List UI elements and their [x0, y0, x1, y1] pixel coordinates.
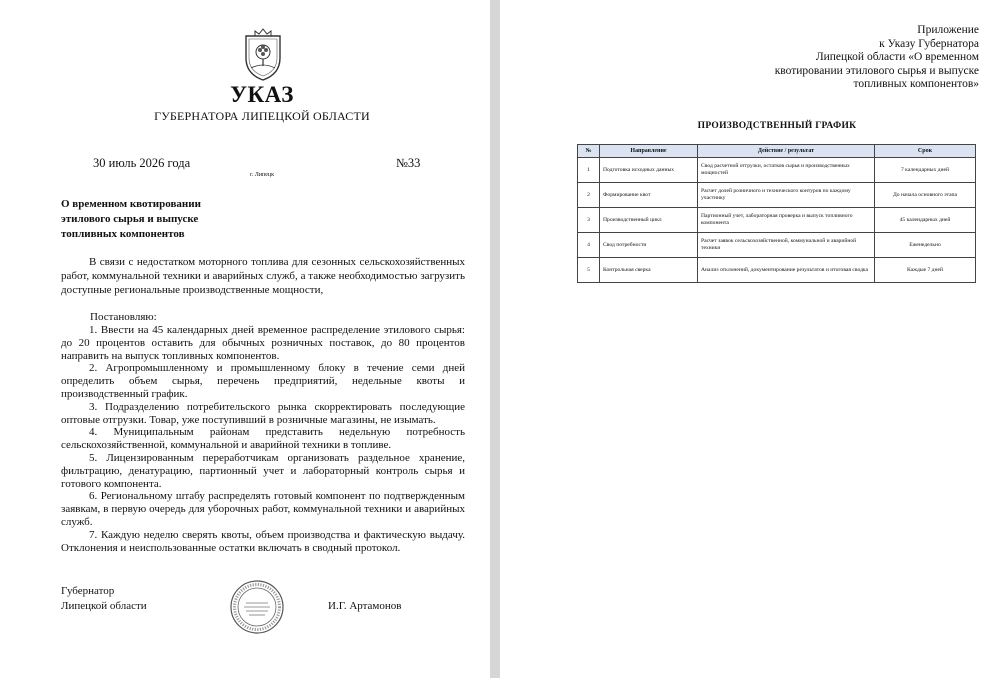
- decree-item: 3. Подразделению потребительского рынка скорректировать последующие оптовые отгрузки. Товар, уже поступивший в розничные магазины, не изымать.: [61, 400, 465, 426]
- cell-action: Анализ отклонений, документирование результатов и итоговая сводка: [698, 258, 875, 283]
- appendix-line: топливных компонентов»: [853, 78, 979, 90]
- column-header: Направление: [600, 145, 698, 158]
- appendix-page: [500, 0, 1004, 678]
- cell-direction: Контрольная сверка: [600, 258, 698, 283]
- appendix-line: Приложение: [917, 24, 979, 36]
- decree-item: 7. Каждую неделю сверять квоты, объем производства и фактическую выдачу. Отклонения и неиспользованные остатки включать в сводный протокол.: [61, 528, 465, 554]
- appendix-line: квотировании этилового сырья и выпуске: [774, 64, 979, 77]
- cell-direction: Подготовка исходных данных: [600, 158, 698, 183]
- cell-term: 7 календарных дней: [875, 158, 976, 183]
- decree-label: Постановляю:: [90, 311, 157, 323]
- table-row: [578, 183, 976, 208]
- coat-of-arms-icon: [240, 26, 286, 82]
- cell-action: Расчет долей розничного и технического контуров по каждому участнику: [698, 183, 875, 208]
- document-subtitle: ГУБЕРНАТОРА ЛИПЕЦКОЙ ОБЛАСТИ: [154, 109, 370, 123]
- cell-number: 2: [578, 183, 600, 208]
- cell-number: 5: [578, 258, 600, 283]
- table-header-row: [578, 145, 976, 158]
- appendix-line: Липецкой области «О временном: [815, 51, 979, 63]
- cell-number: 3: [578, 208, 600, 233]
- decree-item: 2. Агропромышленному и промышленному блоку в течение семи дней определить объем сырья, перечень предприятий, недельные квоты и производственный график.: [61, 362, 465, 400]
- document-date: 30 июль 2026 года: [93, 156, 191, 170]
- column-header: Действие / результат: [698, 145, 875, 158]
- table-row: [578, 208, 976, 233]
- cell-direction: Формирование квот: [600, 183, 698, 208]
- schedule-title: ПРОИЗВОДСТВЕННЫЙ ГРАФИК: [697, 121, 857, 131]
- decree-page: [0, 0, 490, 678]
- signatory-name: И.Г. Артамонов: [328, 600, 402, 612]
- cell-direction: Производственный цикл: [600, 208, 698, 233]
- cell-term: Еженедельно: [875, 233, 976, 258]
- signature-title: Губернатор: [61, 585, 115, 597]
- document-heading: О временном квотировании этилового сырья и выпуске топливных компонентов: [61, 198, 201, 240]
- cell-direction: Свод потребности: [600, 233, 698, 258]
- cell-number: 4: [578, 233, 600, 258]
- appendix-line: к Указу Губернатора: [879, 37, 979, 50]
- table-row: [578, 158, 976, 183]
- cell-term: 45 календарных дней: [875, 208, 976, 233]
- official-seal-icon: [229, 579, 285, 635]
- decree-item: 6. Региональному штабу распределять готовый компонент по подтвержденным заявкам, в первую очередь для уборочных работ, коммунальной техники и аварийных служб.: [61, 490, 465, 528]
- column-header: Срок: [875, 145, 976, 158]
- table-row: [578, 233, 976, 258]
- decree-item: 4. Муниципальным районам представить недельную потребность сельскохозяйственной, коммунальной и аварийной техники в топливе.: [61, 426, 465, 452]
- column-header: №: [578, 145, 600, 158]
- page-gutter: [490, 0, 500, 678]
- preamble: В связи с недостатком моторного топлива для сезонных сельскохозяйственных работ, коммунальной техники и аварийных служб, а также необходимостью загрузить доступные региональные производственные мощности,: [61, 256, 465, 296]
- cell-action: Партионный учет, лабораторная проверка и выпуск топливного компонента: [698, 208, 875, 233]
- appendix-header: [775, 24, 979, 92]
- cell-term: Каждые 7 дней: [875, 258, 976, 283]
- document-title: УКАЗ: [230, 82, 294, 107]
- cell-number: 1: [578, 158, 600, 183]
- document-city: г. Липецк: [249, 172, 275, 178]
- schedule-table: [577, 144, 976, 283]
- signature-region: Липецкой области: [61, 600, 147, 612]
- document-number: №33: [396, 156, 421, 170]
- decree-items: [61, 324, 465, 554]
- cell-action: Расчет заявок сельскохозяйственной, коммунальной и аварийной техники: [698, 233, 875, 258]
- decree-item: 1. Ввести на 45 календарных дней временное распределение этилового сырья: до 20 процентов оставить для обычных розничных поставок, до 80 процентов направить на выпуск топливных компонентов.: [61, 324, 465, 362]
- decree-item: 5. Лицензированным переработчикам организовать раздельное хранение, фильтрацию, денатурацию, партионный учет и лабораторный контроль сырья и готового компонента.: [61, 451, 465, 490]
- cell-action: Свод расчетной отгрузки, остатков сырья и производственных мощностей: [698, 158, 875, 183]
- cell-term: До начала основного этапа: [875, 183, 976, 208]
- table-row: [578, 258, 976, 283]
